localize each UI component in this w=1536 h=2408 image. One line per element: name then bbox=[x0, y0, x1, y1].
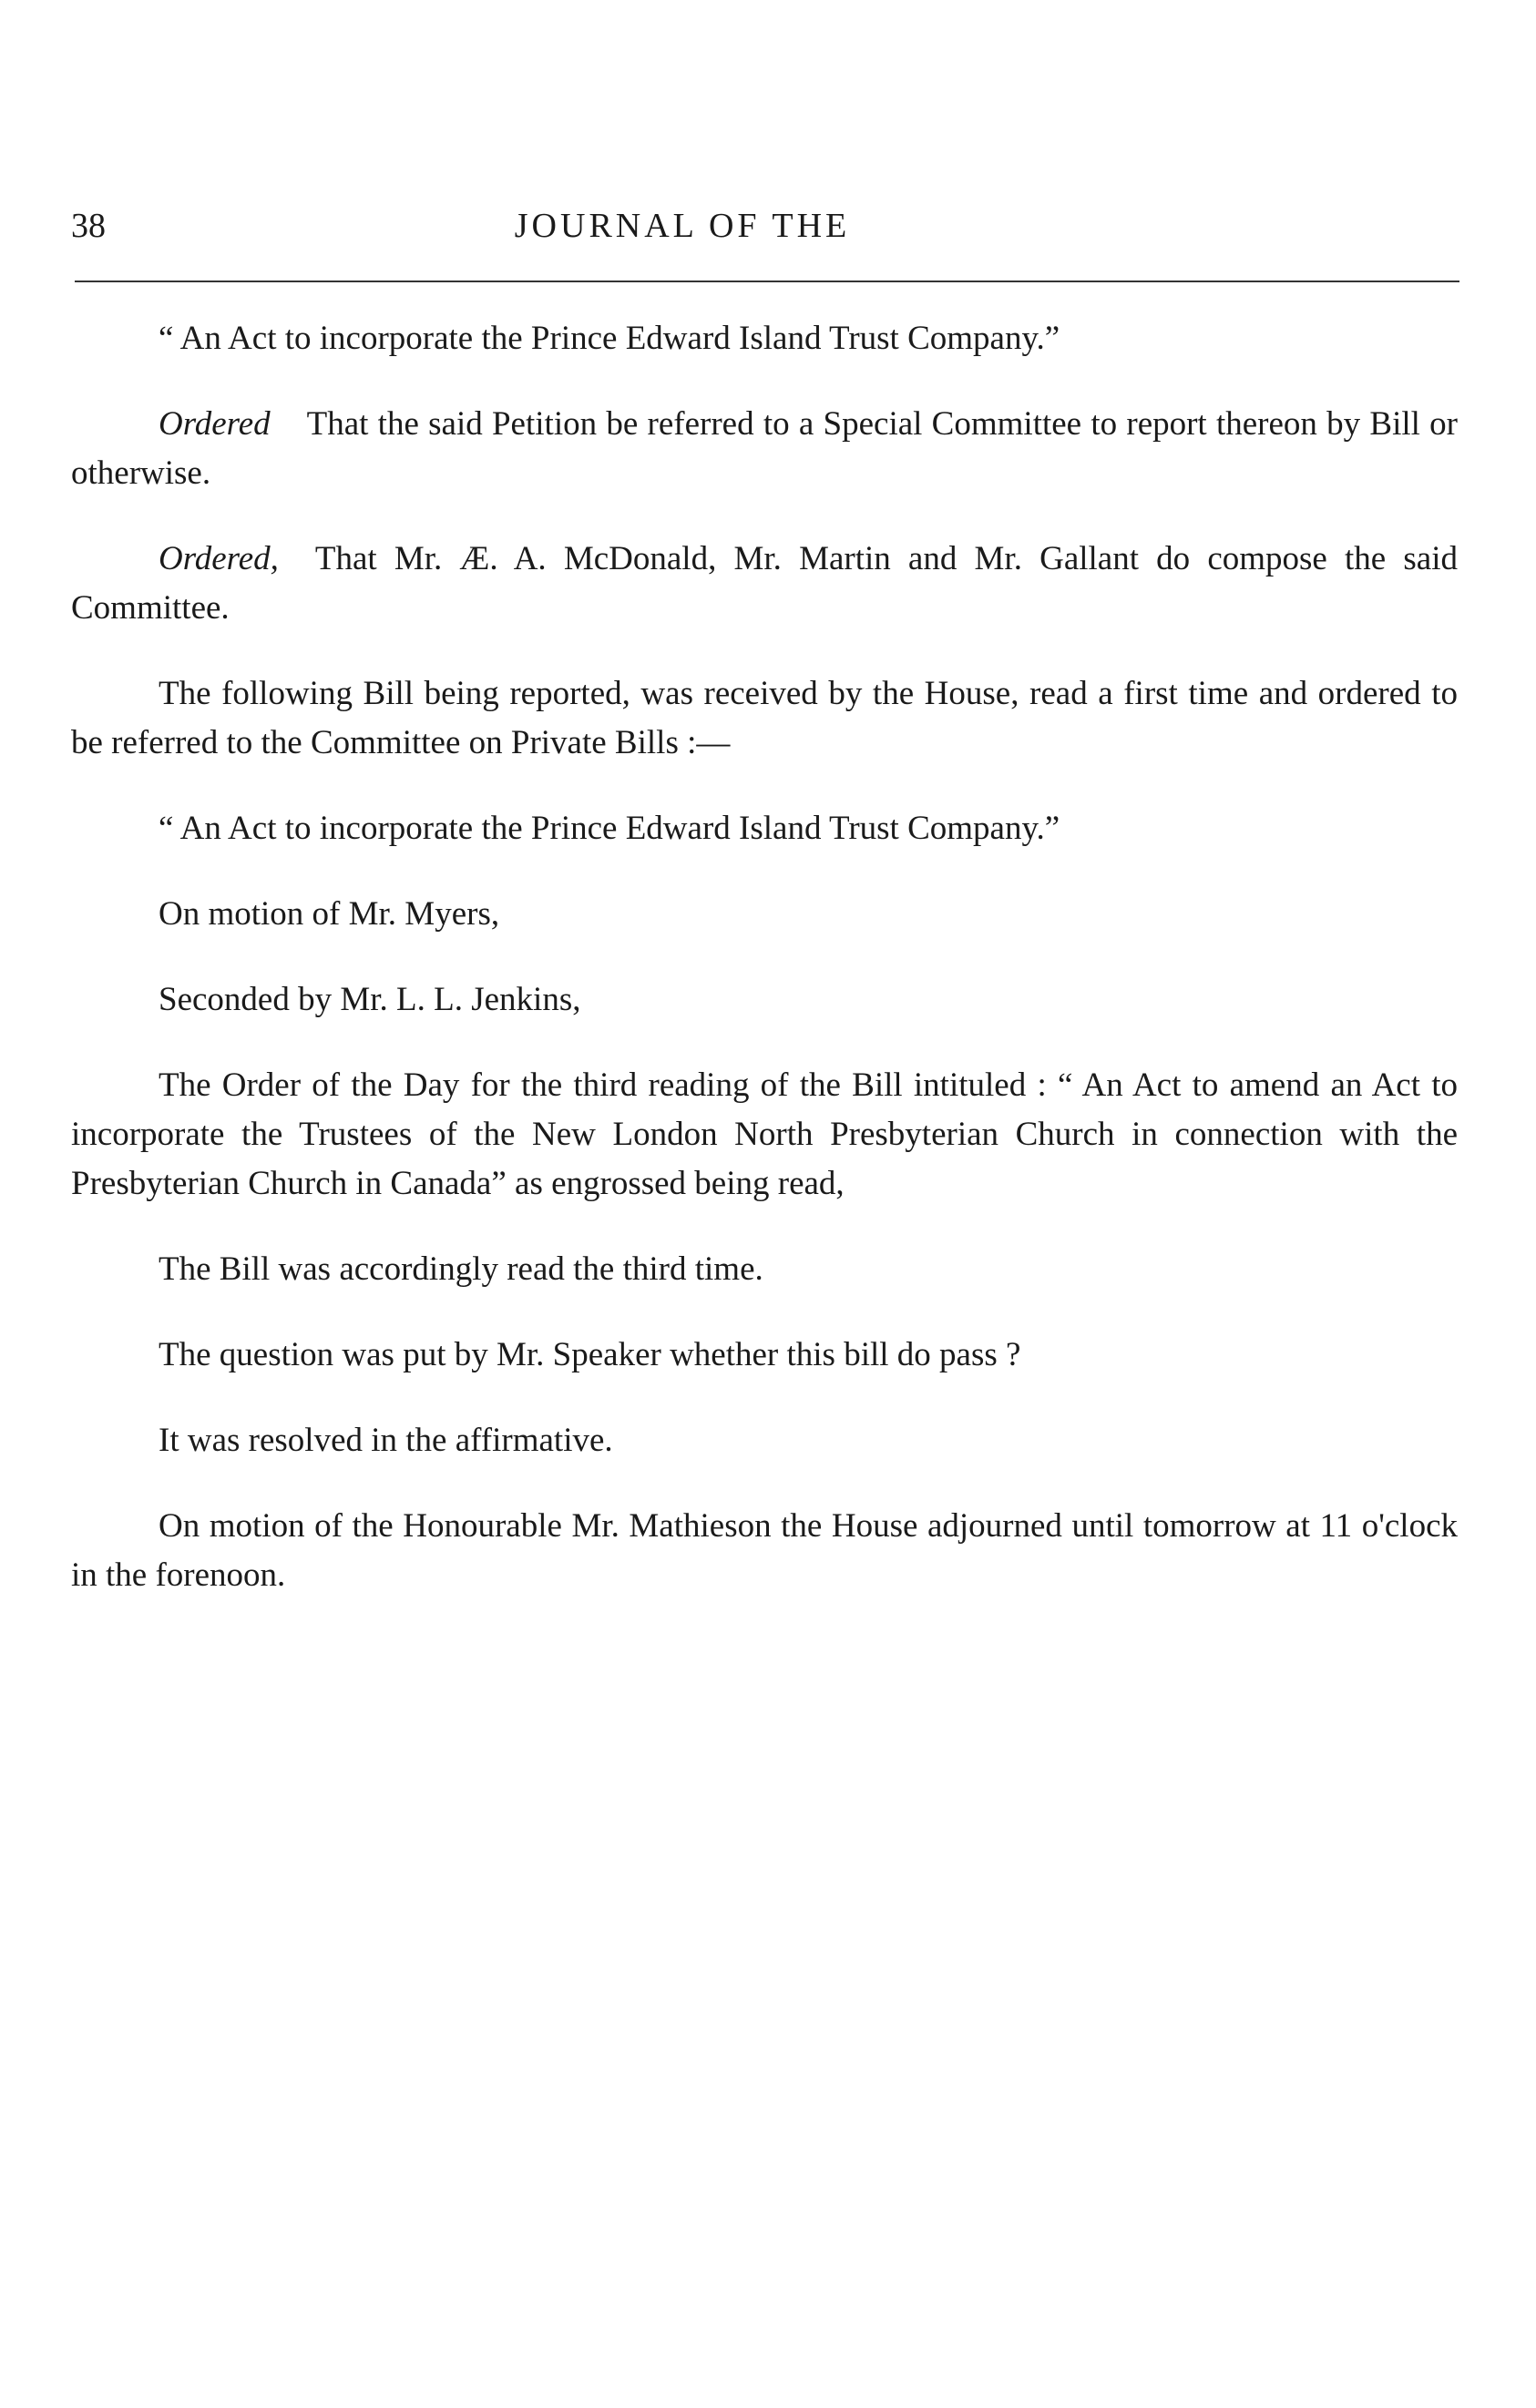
ordered-committee-text: That Mr. Æ. A. McDonald, Mr. Martin and Mr. Gallant do compose the said Committee. bbox=[71, 540, 1458, 627]
header-rule bbox=[75, 281, 1459, 282]
paragraph-seconded: Seconded by Mr. L. L. Jenkins, bbox=[159, 981, 581, 1018]
paragraph-third-reading: The Bill was accordingly read the third time. bbox=[159, 1250, 763, 1288]
ordered-lead: Ordered bbox=[159, 405, 271, 443]
paragraph-bill-reported: The following Bill being reported, was received by the House, read a first time and ordered to be referred to the Committee on Private Bills :— bbox=[71, 675, 1458, 761]
paragraph-motion: On motion of Mr. Myers, bbox=[159, 895, 500, 933]
paragraph-act-title-1: “ An Act to incorporate the Prince Edward Island Trust Company.” bbox=[159, 320, 1060, 357]
running-head: JOURNAL OF THE bbox=[514, 207, 851, 245]
ordered-committee-lead: Ordered, bbox=[159, 540, 279, 577]
paragraph-resolved: It was resolved in the affirmative. bbox=[159, 1422, 613, 1459]
page-number: 38 bbox=[71, 207, 106, 245]
paragraph-question: The question was put by Mr. Speaker whether this bill do pass ? bbox=[159, 1336, 1021, 1373]
paragraph-act-title-2: “ An Act to incorporate the Prince Edward Island Trust Company.” bbox=[159, 810, 1060, 847]
paragraph-ordered-referral bbox=[71, 400, 1458, 498]
ordered-referral-text: That the said Petition be referred to a Special Committee to report thereon by Bill or otherwise. bbox=[71, 405, 1458, 492]
paragraph-ordered-committee bbox=[71, 535, 1458, 633]
page-header bbox=[71, 199, 1458, 253]
paragraph-order-of-day: The Order of the Day for the third reading of the Bill intituled : “ An Act to amend an Act to incorporate the Trustees of the New London North Presbyterian Church in connection with the Presbyterian Church in Canada” as engrossed being read, bbox=[71, 1066, 1458, 1202]
paragraph-adjourned: On motion of the Honourable Mr. Mathieson the House adjourned until tomorrow at 11 o'clock in the forenoon. bbox=[71, 1507, 1458, 1594]
journal-body bbox=[71, 314, 1458, 1637]
